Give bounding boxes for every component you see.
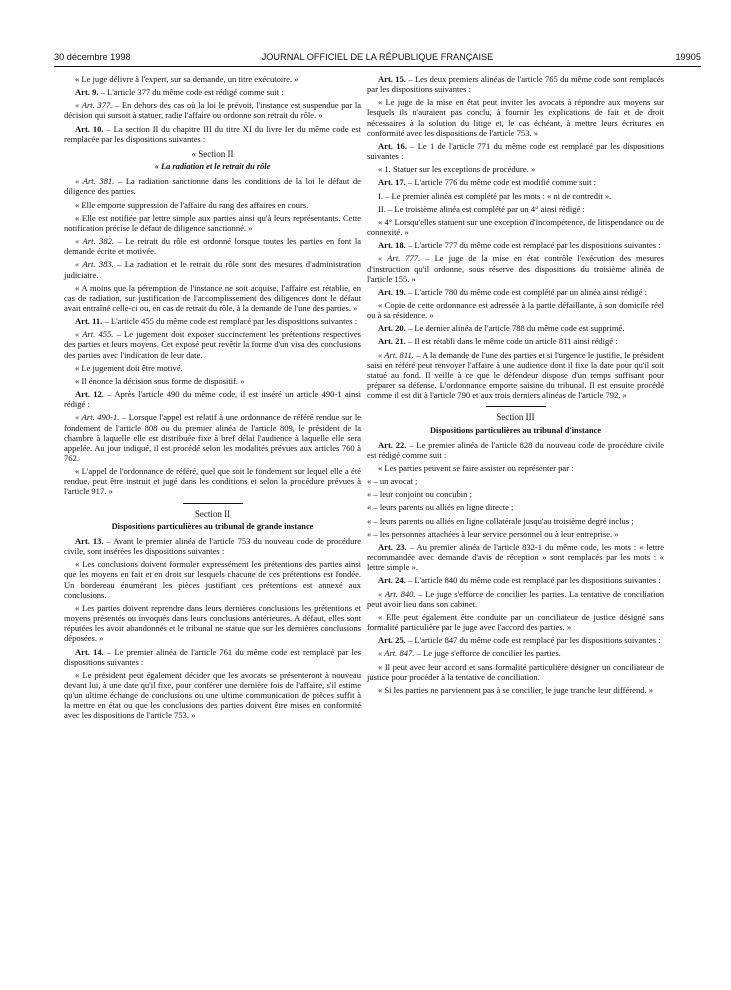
paragraph: [367, 164, 664, 174]
paragraph: [64, 670, 361, 721]
paragraph-text: – A la demande de l'une des parties et si l'urgence le justifie, le président saisi en référé peut renvoyer l'affaire à une audience dont il fixe la date pour qu'il soit statué au fond. Il veille à ce que le défendeur dispose d'un temps suffisant pour préparer sa défense. L'ordonnance emporte saisine du tribunal. Il est ensuite procédé comme il est dit à l'article 790 et aux trois derniers alinéas de l'article 792. »: [367, 349, 664, 401]
section-divider: [486, 406, 546, 407]
article-paragraph: [367, 323, 664, 333]
paragraph-text: – Après l'article 490 du même code, il est inséré un article 490-1 ainsi rédigé :: [64, 389, 361, 410]
section-subtitle: Dispositions particulières au tribunal d'instance: [429, 425, 602, 435]
article-label: « Art. 847.: [378, 648, 415, 659]
article-label: « Art. 777.: [378, 253, 421, 264]
article-paragraph: [64, 87, 361, 97]
paragraph: [64, 200, 361, 210]
paragraph-text: – Au premier alinéa de l'article 832-1 du même code, les mots : « lettre recommandée avec demande d'avis de réception » sont remplacés par les mots : « lettre simple ».: [367, 541, 664, 573]
section-heading: Section II: [194, 508, 231, 519]
paragraph: [64, 100, 361, 120]
article-label: Art. 23.: [378, 541, 407, 552]
article-label: Art. 22.: [378, 439, 407, 450]
paragraph: [64, 329, 361, 359]
article-paragraph: [367, 575, 664, 585]
paragraph-text: « Si les parties ne parviennent pas à se concilier, le juge tranche leur différend. »: [378, 684, 654, 695]
paragraph: [64, 236, 361, 256]
paragraph: [64, 376, 361, 386]
journal-title: JOURNAL OFFICIEL DE LA RÉPUBLIQUE FRANÇAISE: [261, 52, 494, 62]
article-label: « Art. 455.: [75, 329, 114, 340]
article-label: Art. 10.: [75, 123, 104, 134]
article-label: Art. 17.: [378, 177, 406, 188]
article-label: Art. 16.: [378, 140, 407, 151]
right-column: [367, 74, 664, 698]
article-paragraph: [64, 647, 361, 667]
article-paragraph: [367, 440, 664, 460]
paragraph-text: « 4° Lorsqu'elles statuent sur une exception d'incompétence, de litispendance ou de connexité. »: [367, 216, 664, 238]
paragraph-text: – En dehors des cas où la loi le prévoit, l'instance est suspendue par la décision qui sursoit à statuer, radie l'affaire ou ordonne son retrait du rôle. »: [64, 100, 361, 121]
paragraph-text: « Elle est notifiée par lettre simple aux parties ainsi qu'à leurs représentants. Cette notification précise le défaut de diligence sanctionné. »: [64, 212, 361, 233]
article-label: Art. 14.: [75, 646, 104, 657]
paragraph-text: – L'article 847 du même code est remplacé par les dispositions suivantes :: [405, 635, 661, 646]
paragraph: [367, 589, 664, 609]
article-paragraph: [367, 542, 664, 572]
section-subtitle: Dispositions particulières au tribunal de grande instance: [111, 521, 314, 531]
paragraph-text: « A moins que la péremption de l'instance ne soit acquise, l'affaire est rétablie, en cas de radiation, sur justification de l'accomplissement des diligences dont le défaut avait entraîné celle-ci ou, en cas de retrait du rôle, à la demande de l'une des parties. »: [64, 282, 361, 313]
article-paragraph: [64, 389, 361, 409]
paragraph: [367, 217, 664, 237]
paragraph-text: « Copie de cette ordonnance est adressée à la partie défaillante, à son domicile réel ou à sa résidence. »: [367, 299, 664, 321]
article-label: « Art. 381.: [75, 176, 115, 187]
article-paragraph: [367, 240, 664, 250]
paragraph-text: – Les deux premiers alinéas de l'article 765 du même code sont remplacés par les dispositions suivantes :: [367, 74, 664, 95]
article-label: « Art. 811.: [378, 349, 414, 360]
paragraph-text: – Le 1 de l'article 771 du même code est remplacé par les dispositions suivantes :: [367, 140, 664, 162]
list-item: [367, 489, 664, 499]
paragraph-text: – L'article 776 du même code est modifié comme suit :: [405, 177, 597, 188]
paragraph: [367, 253, 664, 283]
paragraph: [64, 283, 361, 313]
page-header: [54, 52, 701, 66]
article-label: « Art. 840.: [378, 588, 416, 599]
paragraph-text: « Elle emporte suppression de l'affaire du rang des affaires en cours.: [75, 199, 309, 210]
paragraph-text: – La radiation sanctionne dans les conditions de la loi le défaut de diligence des parties.: [64, 176, 361, 197]
paragraph-text: « – leurs parents ou alliés en ligne collatérale jusqu'au troisième degré inclus ;: [367, 515, 634, 526]
article-label: Art. 20.: [378, 323, 406, 334]
paragraph-text: – Le premier alinéa de l'article 761 du même code est remplacé par les dispositions suivantes :: [64, 646, 361, 667]
paragraph-text: – Le dernier alinéa de l'article 788 du même code est supprimé.: [405, 323, 625, 334]
article-paragraph: [367, 336, 664, 346]
paragraph: [367, 612, 664, 632]
header-rule: [54, 66, 701, 67]
article-label: Art. 13.: [75, 535, 104, 546]
header-date: 30 décembre 1998: [54, 52, 131, 62]
paragraph-text: « Les parties peuvent se faire assister ou représenter par :: [378, 463, 574, 473]
paragraph-text: – L'article 377 du même code est rédigé comme suit :: [98, 87, 284, 98]
paragraph-text: « Le juge délivre à l'expert, sur sa demande, un titre exécutoire. »: [75, 74, 299, 84]
article-label: Art. 19.: [378, 286, 406, 297]
paragraph-text: – Il est rétabli dans le même code un article 811 ainsi rédigé :: [405, 336, 618, 347]
paragraph: [64, 74, 361, 84]
page-number: 19905: [675, 52, 701, 62]
article-label: Art. 11.: [75, 316, 103, 327]
article-paragraph: [367, 141, 664, 161]
paragraph-text: – Le juge s'efforce de concilier les parties.: [414, 648, 561, 659]
paragraph-text: – Le jugement doit exposer succinctement les prétentions respectives des parties et leurs moyens. Cet exposé peut revêtir la forme d'un visa des conclusions des parties avec l'indication de leur date.: [64, 329, 361, 360]
article-label: « Art. 490-1.: [75, 412, 120, 423]
paragraph: [367, 204, 664, 214]
paragraph: [367, 648, 664, 658]
paragraph-text: II. – Le troisième alinéa est complété par un 4° ainsi rédigé :: [378, 203, 585, 214]
paragraph-text: « – les personnes attachées à leur service personnel ou à leur entreprise. »: [367, 528, 619, 539]
article-label: « Art. 377.: [75, 100, 113, 111]
article-paragraph: [64, 536, 361, 556]
section-heading: Section III: [496, 412, 535, 423]
paragraph: [367, 97, 664, 138]
paragraph-text: – Le premier alinéa de l'article 828 du nouveau code de procédure civile est rédigé comme suit :: [367, 439, 664, 460]
section-heading: « Section II: [191, 148, 234, 159]
paragraph-text: « L'appel de l'ordonnance de référé, quel que soit le fondement sur lequel elle a été rendue, peut être instruit et jugé dans les conditions et selon la procédure prévues à l'article 917. »: [64, 466, 361, 497]
paragraph: [367, 662, 664, 682]
paragraph-text: « 1. Statuer sur les exceptions de procédure. »: [378, 164, 536, 175]
paragraph: [64, 412, 361, 463]
paragraph-text: « Le juge de la mise en état peut inviter les avocats à répondre aux moyens sur lesquels ils n'auraient pas conclu, à fournir les explications de fait et de droit nécessaires à la solution du litige et, le cas échéant, à mettre leurs écritures en conformité avec les dispositions de l'article 753. »: [367, 97, 664, 138]
paragraph: [367, 685, 664, 695]
paragraph: [64, 176, 361, 196]
article-label: Art. 15.: [378, 74, 406, 84]
article-label: Art. 18.: [378, 240, 406, 251]
list-item: [367, 502, 664, 512]
article-paragraph: [64, 124, 361, 144]
paragraph-text: « Le président peut également décider que les avocats se présenteront à nouveau devant lui, à une date qu'il fixe, pour conférer une dernière fois de l'affaire, s'il estime qu'un ultime échange de conclusions ou une ultime communication de pièces suffit à la mettre en état ou que les conclusions des parties doivent être mises en conformité avec les dispositions de l'article 753. »: [64, 669, 361, 721]
paragraph-text: – Le juge de la mise en état contrôle l'exécution des mesures d'instruction qu'il ordonne, sous réserve des dispositions du troisième alinéa de l'article 155. »: [367, 253, 664, 284]
section-divider: [183, 503, 243, 504]
paragraph-text: – Avant le premier alinéa de l'article 753 du nouveau code de procédure civile, sont insérées les dispositions suivantes :: [64, 535, 361, 557]
paragraph: [64, 603, 361, 644]
paragraph-text: – La section II du chapitre III du titre XI du livre Ier du même code est remplacée par les dispositions suivantes :: [64, 123, 361, 144]
article-paragraph: [367, 287, 664, 297]
paragraph: [367, 300, 664, 320]
article-paragraph: [367, 74, 664, 94]
article-paragraph: [64, 316, 361, 326]
article-label: « Art. 383.: [75, 259, 114, 270]
paragraph-text: « Elle peut également être conduite par un conciliateur de justice désigné sans formalité particulière par le juge avec l'accord des parties. »: [367, 611, 664, 633]
paragraph-text: – Lorsque l'appel est relatif à une ordonnance de référé rendue sur le fondement de l'article 808 ou du premier alinéa de l'article 809, le président de la chambre à laquelle elle est distribuée fixe à bref délai l'audience à laquelle elle sera appelée. Au jour indiqué, il est procédé selon les modalités prévues aux articles 760 à 762.: [64, 412, 361, 463]
section-subtitle: « La radiation et le retrait du rôle: [154, 162, 271, 172]
paragraph-text: – Le juge s'efforce de concilier les parties. La tentative de conciliation peut avoir lieu dans son cabinet.: [367, 588, 664, 609]
paragraph-text: « Le jugement doit être motivé.: [75, 362, 183, 373]
paragraph-text: « Les parties doivent reprendre dans leurs dernières conclusions les prétentions et moyens présentés ou invoqués dans leurs conclusions antérieures. A défaut, elles sont réputées les avoir abandonnés et le tribunal ne statue que sur les dernières conclusions déposées. »: [64, 602, 361, 644]
left-column: [64, 74, 361, 724]
paragraph-text: « – leurs parents ou alliés en ligne directe ;: [367, 502, 514, 513]
paragraph-text: – L'article 780 du même code est complété par un alinéa ainsi rédigé :: [405, 286, 648, 297]
list-item: [367, 516, 664, 526]
article-paragraph: [367, 635, 664, 645]
paragraph-text: « – un avocat ;: [367, 476, 418, 487]
paragraph-text: – L'article 777 du même code est remplacé par les dispositions suivantes :: [405, 240, 661, 251]
article-label: Art. 24.: [378, 575, 406, 586]
article-label: « Art. 382.: [75, 236, 115, 247]
list-item: [367, 529, 664, 539]
article-label: Art. 12.: [75, 389, 104, 400]
paragraph-text: – L'article 840 du même code est remplacé par les dispositions suivantes :: [405, 575, 661, 586]
paragraph: [64, 559, 361, 600]
paragraph: [64, 466, 361, 496]
paragraph-text: « Il énonce la décision sous forme de dispositif. »: [75, 375, 245, 386]
paragraph: [367, 463, 664, 473]
list-item: [367, 476, 664, 486]
paragraph-text: I. – Le premier alinéa est complété par les mots : « ni de contredit ».: [378, 190, 612, 201]
paragraph: [64, 213, 361, 233]
paragraph-text: – L'article 455 du même code est remplacé par les dispositions suivantes :: [102, 316, 358, 327]
paragraph-text: « Il peut avec leur accord et sans formalité particulière désigner un conciliateur de justice pour procéder à la tentative de conciliation.: [367, 661, 664, 682]
paragraph-text: « Les conclusions doivent formuler expressément les prétentions des parties ainsi que les moyens en fait et en droit sur lesquels chacune de ces prétentions est fondée. Un bordereau énumérant les pièces justifiant ces prétentions est annexé aux conclusions.: [64, 559, 361, 600]
article-label: Art. 9.: [75, 87, 99, 98]
paragraph: [367, 350, 664, 401]
paragraph-text: « – leur conjoint ou concubin ;: [367, 489, 472, 500]
paragraph-text: – La radiation et le retrait du rôle sont des mesures d'administration judiciaire.: [64, 259, 361, 280]
article-paragraph: [367, 177, 664, 187]
paragraph-text: – Le retrait du rôle est ordonné lorsque toutes les parties en font la demande écrite et motivée.: [64, 236, 361, 257]
paragraph: [367, 191, 664, 201]
paragraph: [64, 363, 361, 373]
article-label: Art. 25.: [378, 635, 406, 646]
article-label: Art. 21.: [378, 336, 406, 347]
paragraph: [64, 259, 361, 279]
